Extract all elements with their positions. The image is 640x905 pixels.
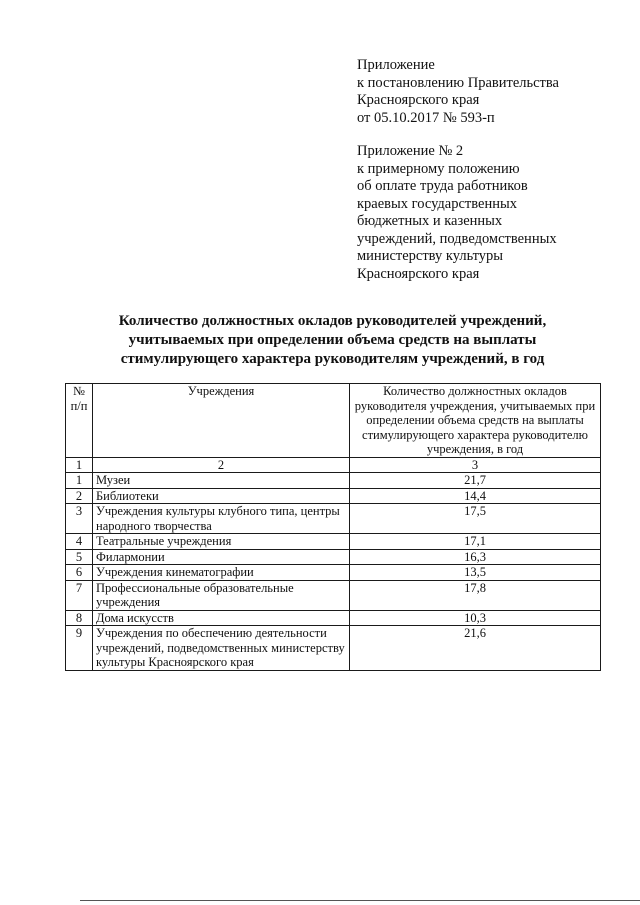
- row-institution: Профессиональные образовательные учреждения: [93, 580, 350, 610]
- column-index-cell: 1: [66, 457, 93, 473]
- row-institution: Библиотеки: [93, 488, 350, 504]
- column-index-cell: 3: [350, 457, 601, 473]
- row-institution: Дома искусств: [93, 610, 350, 626]
- row-value: 14,4: [350, 488, 601, 504]
- table-header-row: [66, 384, 601, 458]
- table-row: [66, 534, 601, 550]
- row-institution: Учреждения по обеспечению деятельности учреждений, подведомственных министерству культуры Красноярского края: [93, 626, 350, 671]
- appendix-2-line: учреждений, подведомственных: [357, 230, 557, 247]
- row-institution: Учреждения культуры клубного типа, центры народного творчества: [93, 504, 350, 534]
- appendix-2-block: [357, 143, 557, 283]
- table-row: [66, 549, 601, 565]
- row-num: 8: [66, 610, 93, 626]
- row-value: 17,8: [350, 580, 601, 610]
- row-num: 3: [66, 504, 93, 534]
- header-institution: Учреждения: [93, 384, 350, 458]
- column-index-cell: 2: [93, 457, 350, 473]
- row-num: 6: [66, 565, 93, 581]
- row-num: 5: [66, 549, 93, 565]
- row-institution: Филармонии: [93, 549, 350, 565]
- appendix-2-line: краевых государственных: [357, 195, 517, 212]
- row-value: 17,5: [350, 504, 601, 534]
- row-num: 1: [66, 473, 93, 489]
- appendix-1-line: Приложение: [357, 57, 435, 73]
- appendix-2-line: министерству культуры: [357, 248, 504, 264]
- table-row: [66, 626, 601, 671]
- appendix-2-line: Красноярского края: [357, 265, 480, 282]
- row-value: 21,7: [350, 473, 601, 489]
- scan-bottom-edge-line: [80, 900, 640, 901]
- document-title: [60, 312, 605, 369]
- row-institution: Музеи: [93, 473, 350, 489]
- appendix-2-line: к примерному положению: [357, 160, 520, 177]
- table-row: [66, 610, 601, 626]
- table-row: [66, 580, 601, 610]
- salary-rates-table: [65, 383, 601, 671]
- appendix-2-line: об оплате труда работников: [357, 178, 528, 194]
- row-value: 17,1: [350, 534, 601, 550]
- row-num: 7: [66, 580, 93, 610]
- appendix-1-line: Красноярского края: [357, 92, 480, 108]
- table-row: [66, 565, 601, 581]
- appendix-2-line: Приложение № 2: [357, 143, 464, 159]
- row-value: 10,3: [350, 610, 601, 626]
- row-institution: Театральные учреждения: [93, 534, 350, 550]
- column-index-row: [66, 457, 601, 473]
- appendix-2-line: бюджетных и казенных: [357, 213, 503, 229]
- row-num: 2: [66, 488, 93, 504]
- title-line: учитываемых при определении объема средств на выплаты: [128, 332, 537, 348]
- row-institution: Учреждения кинематографии: [93, 565, 350, 581]
- title-line: Количество должностных окладов руководителей учреждений,: [118, 313, 547, 329]
- row-value: 16,3: [350, 549, 601, 565]
- appendix-1-block: [357, 57, 559, 127]
- row-num: 9: [66, 626, 93, 671]
- header-value: Количество должностных окладов руководителя учреждения, учитываемых при определении объема средств на выплаты стимулирующего характера руководителю учреждения, в год: [350, 384, 601, 458]
- header-num: № п/п: [66, 384, 93, 458]
- row-value: 21,6: [350, 626, 601, 671]
- row-num: 4: [66, 534, 93, 550]
- title-line: стимулирующего характера руководителям учреждений, в год: [120, 351, 545, 367]
- table-row: [66, 504, 601, 534]
- table-row: [66, 488, 601, 504]
- appendix-1-line: от 05.10.2017 № 593-п: [357, 109, 495, 126]
- appendix-1-line: к постановлению Правительства: [357, 74, 559, 91]
- table-row: [66, 473, 601, 489]
- row-value: 13,5: [350, 565, 601, 581]
